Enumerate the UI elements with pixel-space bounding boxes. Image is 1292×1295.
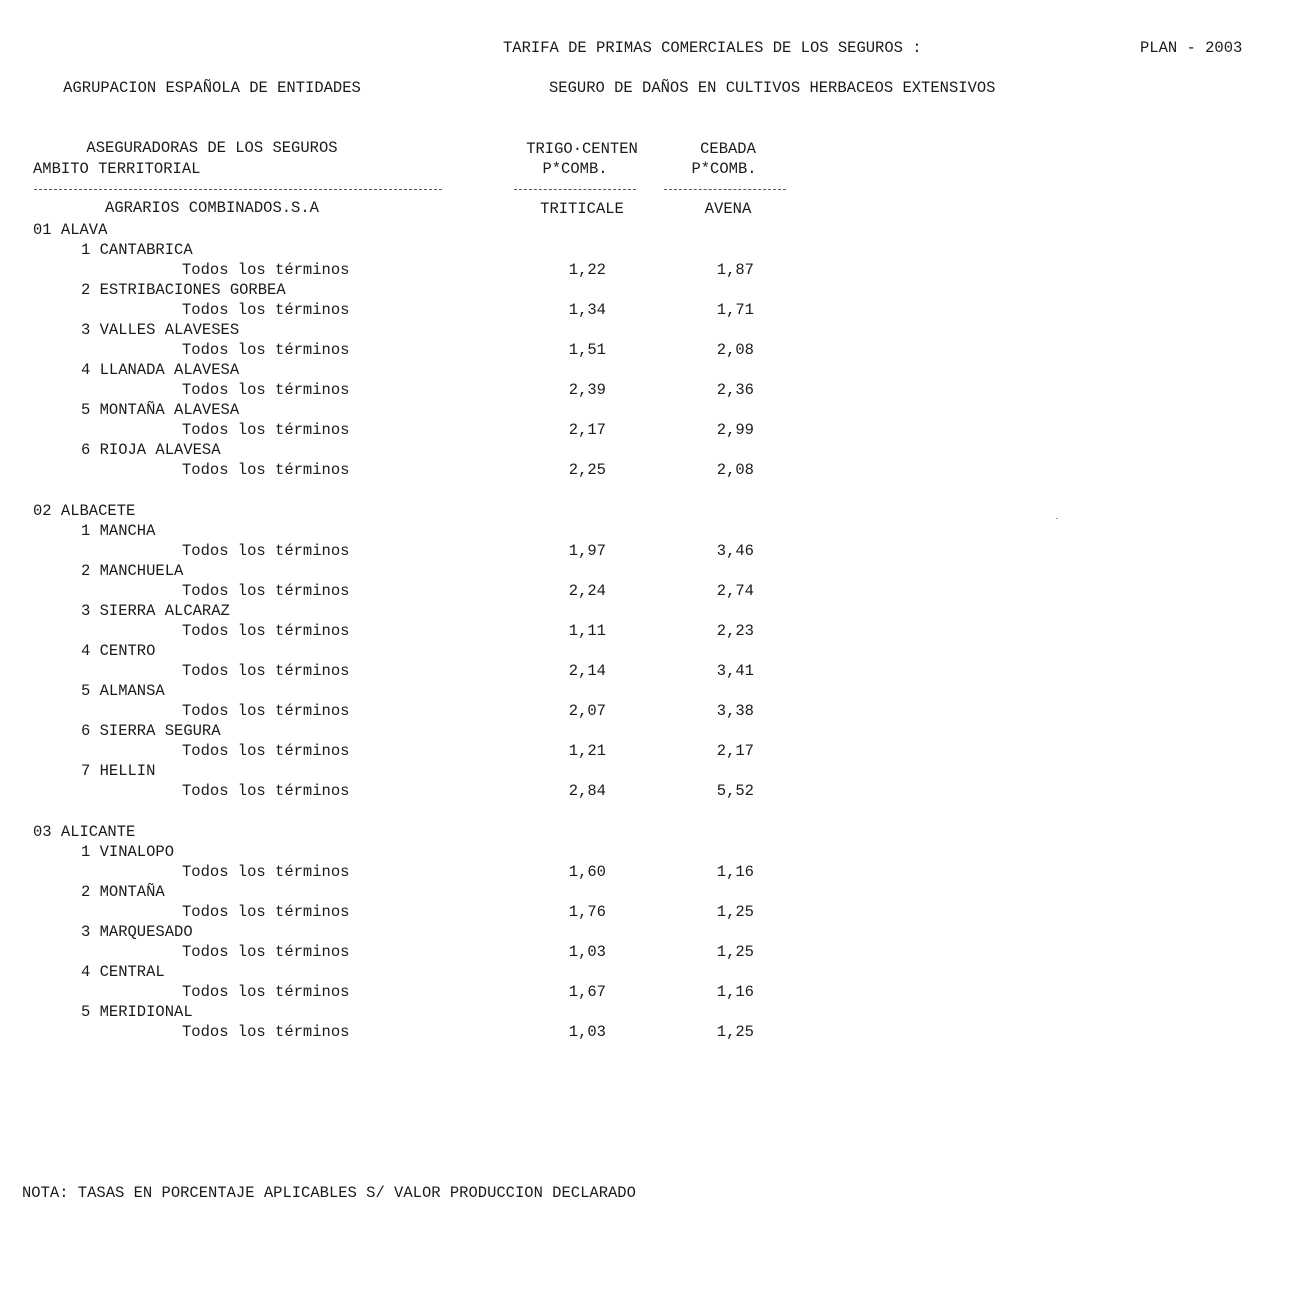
rate-cebada: 1,71: [716, 301, 754, 319]
rate-trigo: 2,07: [568, 702, 606, 720]
org-line-1: AGRUPACION ESPAÑOLA DE ENTIDADES: [63, 79, 361, 97]
comarca-name: 1 VINALOPO: [81, 843, 175, 861]
comarca-row: [0, 360, 1292, 380]
rate-trigo: 1,03: [568, 1023, 606, 1041]
rate-trigo: 1,60: [568, 863, 606, 881]
tariff-table: [0, 220, 1292, 1042]
comarca-name: 4 CENTRAL: [81, 963, 165, 981]
term-row: [0, 340, 1292, 360]
term-label: Todos los términos: [182, 261, 350, 279]
comarca-row: [0, 882, 1292, 902]
column-header-line: TRIGO·CENTEN: [526, 140, 638, 158]
comarca-row: [0, 962, 1292, 982]
comarca-row: [0, 320, 1292, 340]
term-row: [0, 1022, 1292, 1042]
province-name: 02 ALBACETE: [33, 502, 136, 520]
header-divider: [664, 189, 786, 190]
rate-cebada: 3,41: [716, 662, 754, 680]
section-gap: [0, 801, 1292, 822]
pcomb-header-1: P*COMB.: [542, 160, 608, 178]
org-line-2: ASEGURADORAS DE LOS SEGUROS: [86, 139, 338, 157]
term-label: Todos los términos: [182, 662, 350, 680]
rate-trigo: 1,67: [568, 983, 606, 1001]
comarca-row: [0, 681, 1292, 701]
comarca-row: [0, 922, 1292, 942]
province-name: 03 ALICANTE: [33, 823, 136, 841]
term-label: Todos los términos: [182, 742, 350, 760]
term-label: Todos los términos: [182, 461, 350, 479]
rate-cebada: 1,87: [716, 261, 754, 279]
rate-cebada: 2,36: [716, 381, 754, 399]
rate-cebada: 3,38: [716, 702, 754, 720]
rate-trigo: 1,11: [568, 622, 606, 640]
term-label: Todos los términos: [182, 582, 350, 600]
province-row: [0, 220, 1292, 240]
footer-note: NOTA: TASAS EN PORCENTAJE APLICABLES S/ VALOR PRODUCCION DECLARADO: [22, 1184, 636, 1202]
rate-trigo: 1,22: [568, 261, 606, 279]
comarca-name: 5 MONTAÑA ALAVESA: [81, 401, 240, 419]
rate-trigo: 2,39: [568, 381, 606, 399]
comarca-row: [0, 1002, 1292, 1022]
comarca-name: 2 MANCHUELA: [81, 562, 184, 580]
rate-cebada: 2,08: [716, 461, 754, 479]
rate-trigo: 1,03: [568, 943, 606, 961]
rate-trigo: 2,14: [568, 662, 606, 680]
comarca-name: 2 MONTAÑA: [81, 883, 165, 901]
term-row: [0, 581, 1292, 601]
term-label: Todos los términos: [182, 903, 350, 921]
province-name: 01 ALAVA: [33, 221, 108, 239]
rate-cebada: 1,25: [716, 1023, 754, 1041]
term-row: [0, 621, 1292, 641]
term-row: [0, 380, 1292, 400]
comarca-name: 7 HELLIN: [81, 762, 156, 780]
section-gap: [0, 480, 1292, 501]
comarca-row: [0, 761, 1292, 781]
comarca-name: 5 MERIDIONAL: [81, 1003, 193, 1021]
rate-cebada: 2,74: [716, 582, 754, 600]
term-row: [0, 902, 1292, 922]
tariff-title: TARIFA DE PRIMAS COMERCIALES DE LOS SEGUROS :: [503, 39, 922, 57]
rate-trigo: 1,51: [568, 341, 606, 359]
ambito-territorial-header: AMBITO TERRITORIAL: [33, 160, 201, 178]
rate-cebada: 3,46: [716, 542, 754, 560]
term-label: Todos los términos: [182, 341, 350, 359]
term-row: [0, 781, 1292, 801]
comarca-name: 5 ALMANSA: [81, 682, 165, 700]
comarca-name: 4 CENTRO: [81, 642, 156, 660]
term-label: Todos los términos: [182, 863, 350, 881]
pcomb-header-2: P*COMB.: [691, 160, 757, 178]
column-header-line: CEBADA: [700, 140, 756, 158]
rate-cebada: 1,16: [716, 983, 754, 1001]
rate-cebada: 2,17: [716, 742, 754, 760]
term-row: [0, 300, 1292, 320]
comarca-name: 3 VALLES ALAVESES: [81, 321, 240, 339]
comarca-name: 1 CANTABRICA: [81, 241, 193, 259]
comarca-row: [0, 521, 1292, 541]
rate-trigo: 1,76: [568, 903, 606, 921]
term-label: Todos los términos: [182, 381, 350, 399]
rate-cebada: 1,25: [716, 903, 754, 921]
rate-cebada: 5,52: [716, 782, 754, 800]
province-row: [0, 822, 1292, 842]
org-line-3: AGRARIOS COMBINADOS.S.A: [105, 199, 319, 217]
term-row: [0, 260, 1292, 280]
term-label: Todos los términos: [182, 542, 350, 560]
comarca-row: [0, 400, 1292, 420]
comarca-row: [0, 601, 1292, 621]
comarca-row: [0, 641, 1292, 661]
term-label: Todos los términos: [182, 1023, 350, 1041]
province-row: [0, 501, 1292, 521]
rate-trigo: 2,24: [568, 582, 606, 600]
header-divider: [34, 189, 442, 190]
term-row: [0, 541, 1292, 561]
comarca-row: [0, 440, 1292, 460]
term-row: [0, 460, 1292, 480]
term-row: [0, 942, 1292, 962]
column-header-line: TRITICALE: [540, 200, 624, 218]
comarca-name: 1 MANCHA: [81, 522, 156, 540]
rate-cebada: 1,25: [716, 943, 754, 961]
comarca-name: 4 LLANADA ALAVESA: [81, 361, 240, 379]
term-label: Todos los términos: [182, 782, 350, 800]
rate-trigo: 2,17: [568, 421, 606, 439]
rate-trigo: 1,21: [568, 742, 606, 760]
term-label: Todos los términos: [182, 702, 350, 720]
term-label: Todos los términos: [182, 622, 350, 640]
term-label: Todos los términos: [182, 983, 350, 1001]
term-label: Todos los términos: [182, 301, 350, 319]
comarca-row: [0, 240, 1292, 260]
term-row: [0, 701, 1292, 721]
plan-year: PLAN - 2003: [1140, 39, 1243, 57]
comarca-name: 6 RIOJA ALAVESA: [81, 441, 221, 459]
header-divider: [514, 189, 636, 190]
comarca-name: 3 SIERRA ALCARAZ: [81, 602, 230, 620]
rate-cebada: 1,16: [716, 863, 754, 881]
rate-trigo: 1,34: [568, 301, 606, 319]
insurance-type: SEGURO DE DAÑOS EN CULTIVOS HERBACEOS EXTENSIVOS: [549, 79, 996, 97]
term-row: [0, 661, 1292, 681]
organization-name: [22, 38, 402, 238]
term-row: [0, 862, 1292, 882]
comarca-row: [0, 280, 1292, 300]
comarca-row: [0, 561, 1292, 581]
term-label: Todos los términos: [182, 943, 350, 961]
rate-cebada: 2,23: [716, 622, 754, 640]
term-row: [0, 741, 1292, 761]
term-row: [0, 420, 1292, 440]
column-header-line: AVENA: [704, 200, 752, 218]
term-label: Todos los términos: [182, 421, 350, 439]
term-row: [0, 982, 1292, 1002]
rate-trigo: 2,25: [568, 461, 606, 479]
comarca-row: [0, 842, 1292, 862]
rate-cebada: 2,08: [716, 341, 754, 359]
rate-cebada: 2,99: [716, 421, 754, 439]
comarca-row: [0, 721, 1292, 741]
rate-trigo: 1,97: [568, 542, 606, 560]
comarca-name: 2 ESTRIBACIONES GORBEA: [81, 281, 286, 299]
rate-trigo: 2,84: [568, 782, 606, 800]
comarca-name: 6 SIERRA SEGURA: [81, 722, 221, 740]
comarca-name: 3 MARQUESADO: [81, 923, 193, 941]
